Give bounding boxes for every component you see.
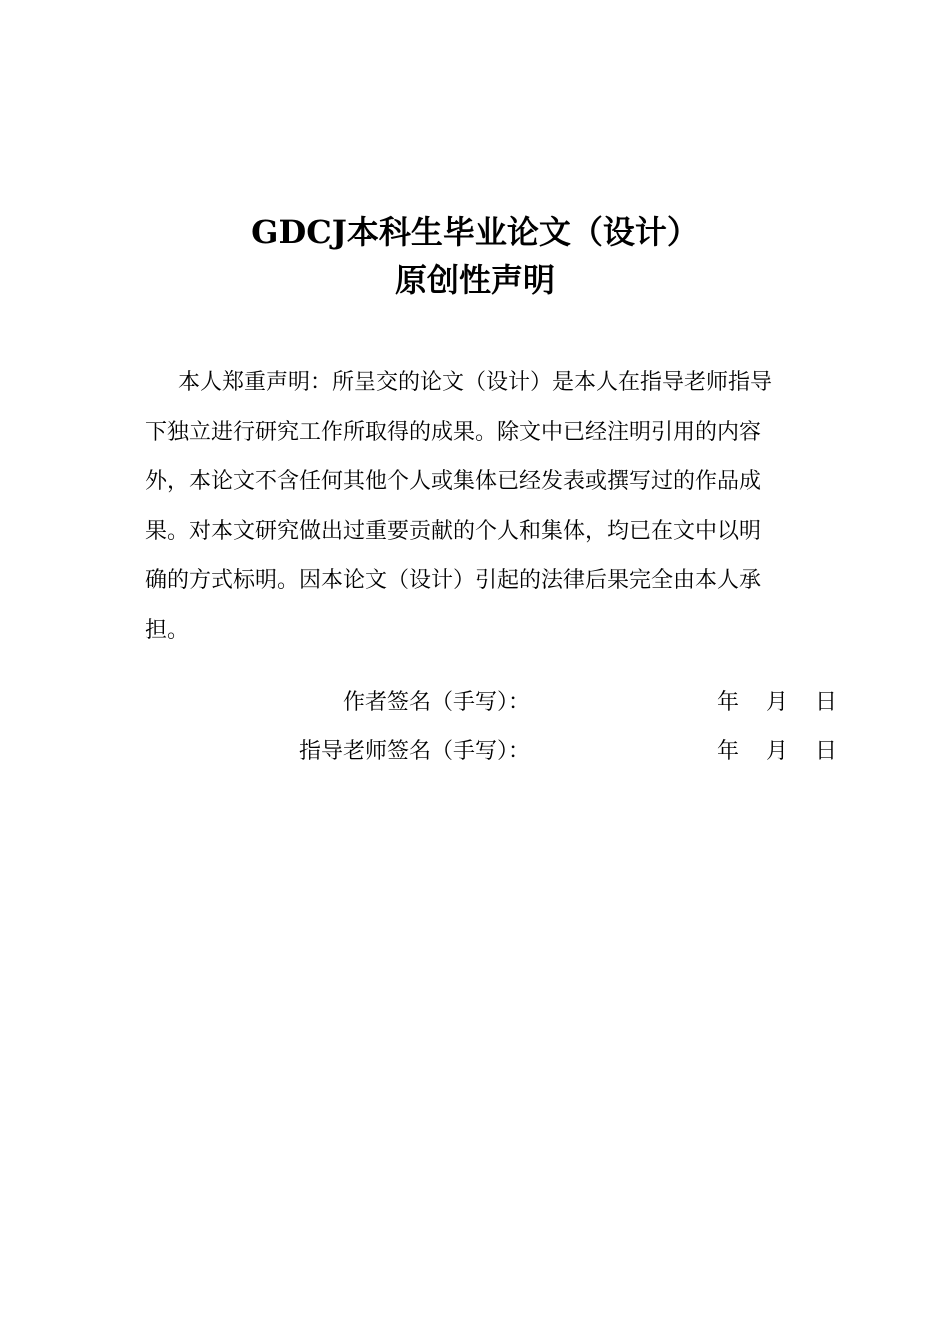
advisor-date-day: 日 [815,739,838,764]
author-signature-row [0,685,950,721]
advisor-date-year: 年 [717,739,740,764]
paragraph-line: 本人郑重声明：所呈交的论文（设计）是本人在指导老师指导 [178,370,773,395]
declaration-paragraph [145,358,825,655]
author-date-month: 月 [766,690,789,715]
paragraph-line: 果。对本文研究做出过重要贡献的个人和集体，均已在文中以明 [145,518,762,544]
author-signature-label: 作者签名（手写）： [342,690,530,715]
document-subtitle: 原创性声明 [394,261,555,299]
author-date-day: 日 [815,690,838,715]
advisor-signature-row [0,734,950,770]
paragraph-line: 担。 [145,617,190,643]
paragraph-line: 确的方式标明。因本论文（设计）引起的法律后果完全由本人承 [145,568,762,593]
document-title: GDCJ本科生毕业论文（设计） [251,213,699,251]
paragraph-line: 外，本论文不含任何其他个人或集体已经发表或撰写过的作品成 [145,469,762,494]
advisor-date-month: 月 [766,739,789,764]
paragraph-line: 下独立进行研究工作所取得的成果。除文中已经注明引用的内容 [145,419,762,445]
author-date-year: 年 [717,690,740,715]
advisor-signature-label: 指导老师签名（手写）： [298,739,530,764]
